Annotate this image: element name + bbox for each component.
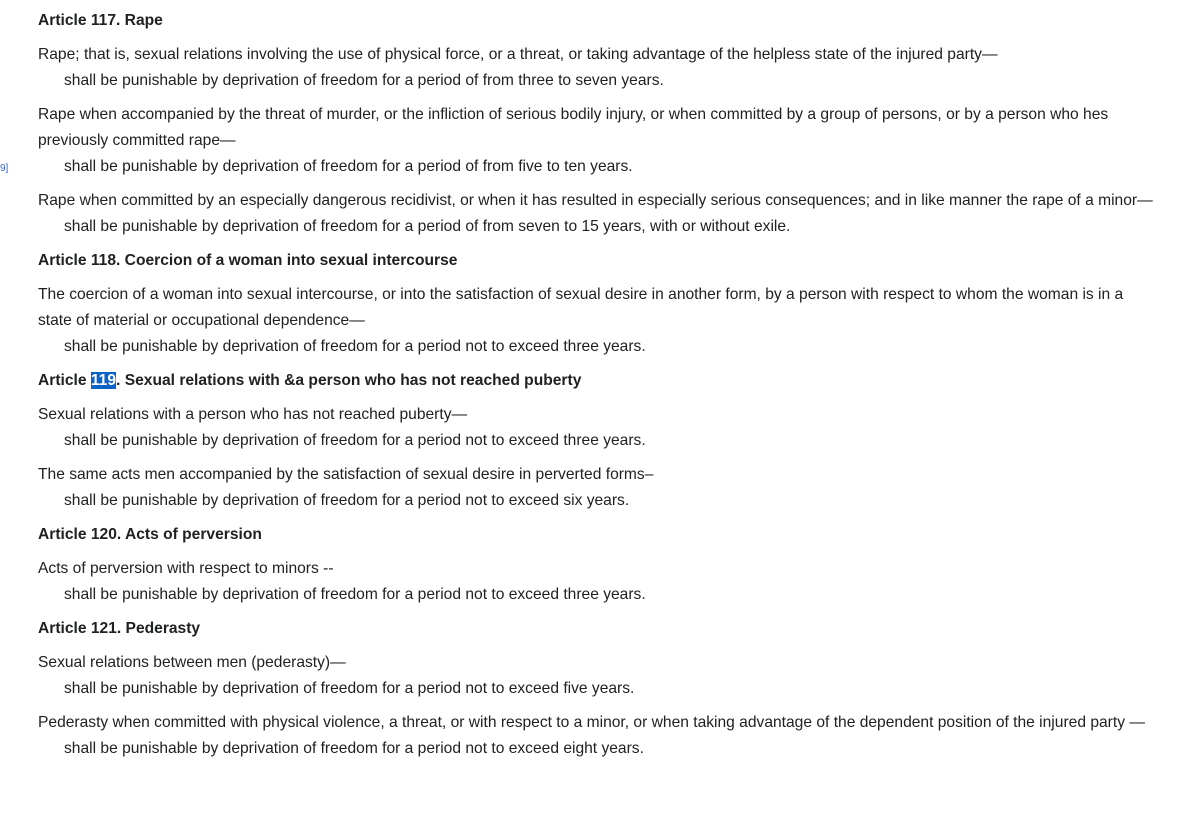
provision-penalty: shall be punishable by deprivation of freedom for a period not to exceed three years. [64, 586, 646, 603]
provision-text: Acts of perversion with respect to minors -- [38, 560, 334, 577]
provision-penalty: shall be punishable by deprivation of freedom for a period not to exceed six years. [64, 492, 630, 509]
provision-text: Rape; that is, sexual relations involving the use of physical force, or a threat, or taking advantage of the helpless state of the injured party— [38, 46, 998, 63]
provision-text: The coercion of a woman into sexual intercourse, or into the satisfaction of sexual desire in another form, by a person with respect to whom the woman is in a state of material or occupational dependence— [38, 286, 1124, 329]
article-heading: Article 121. Pederasty [38, 620, 201, 637]
article-heading: Article 118. Coercion of a woman into sexual intercourse [38, 252, 458, 269]
provision-penalty: shall be punishable by deprivation of freedom for a period of from three to seven years. [64, 72, 664, 89]
provision-text: Pederasty when committed with physical violence, a threat, or with respect to a minor, or when taking advantage of the dependent position of the injured party — [38, 714, 1145, 731]
provision-text: Sexual relations with a person who has not reached puberty— [38, 406, 468, 423]
provision-text: Rape when accompanied by the threat of murder, or the infliction of serious bodily injury, or when committed by a group of persons, or by a person who hes previously committed rape— [38, 106, 1109, 149]
provision [38, 556, 1160, 608]
article-120 [38, 522, 1160, 608]
article-118 [38, 248, 1160, 360]
article-121 [38, 616, 1160, 762]
provision [38, 710, 1160, 762]
provision [38, 282, 1160, 360]
provision-text: The same acts men accompanied by the satisfaction of sexual desire in perverted forms– [38, 466, 654, 483]
provision [38, 402, 1160, 454]
article-heading [38, 368, 1160, 394]
provision-penalty: shall be punishable by deprivation of freedom for a period not to exceed three years. [64, 338, 646, 355]
document-body [38, 8, 1160, 770]
provision-penalty: shall be punishable by deprivation of freedom for a period of from five to ten years. [64, 158, 633, 175]
provision [38, 650, 1160, 702]
provision-penalty: shall be punishable by deprivation of freedom for a period not to exceed three years. [64, 432, 646, 449]
provision [38, 42, 1160, 94]
search-highlight: 119 [90, 372, 117, 389]
provision-penalty: shall be punishable by deprivation of freedom for a period not to exceed eight years. [64, 740, 644, 757]
article-heading: Article 117. Rape [38, 12, 163, 29]
reference-link[interactable]: 9] [0, 163, 9, 174]
heading-prefix: Article [38, 372, 91, 389]
provision [38, 462, 1160, 514]
heading-suffix: . Sexual relations with &a person who has not reached puberty [116, 372, 582, 389]
provision-penalty: shall be punishable by deprivation of freedom for a period not to exceed five years. [64, 680, 635, 697]
provision-penalty: shall be punishable by deprivation of freedom for a period of from seven to 15 years, with or without exile. [64, 218, 791, 235]
article-117 [38, 8, 1160, 240]
article-heading: Article 120. Acts of perversion [38, 526, 262, 543]
provision [38, 188, 1160, 240]
provision [38, 102, 1160, 180]
article-119 [38, 368, 1160, 514]
provision-text: Sexual relations between men (pederasty)— [38, 654, 346, 671]
provision-text: Rape when committed by an especially dangerous recidivist, or when it has resulted in especially serious consequences; and in like manner the rape of a minor— [38, 192, 1153, 209]
